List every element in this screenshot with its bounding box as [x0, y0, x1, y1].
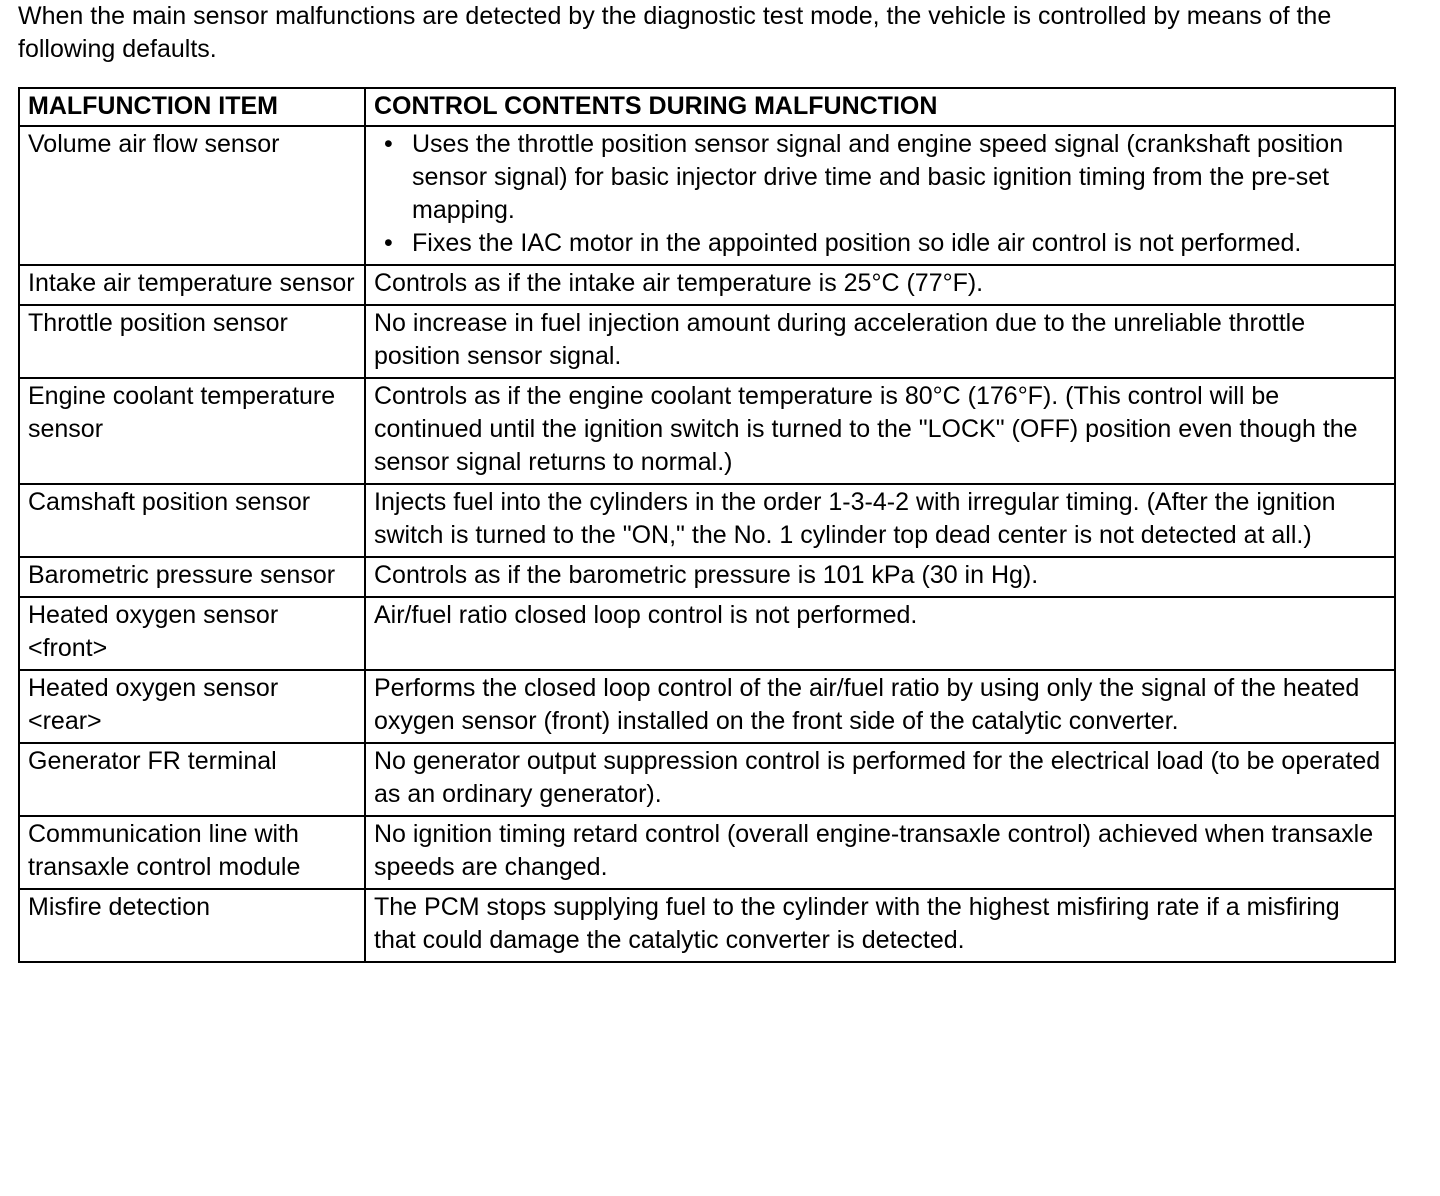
control-contents-cell: The PCM stops supplying fuel to the cylinder with the highest misfiring rate if a misfiring that could damage the catalytic converter is detected.: [365, 889, 1395, 962]
malfunction-item-cell: Throttle position sensor: [19, 305, 365, 378]
header-malfunction-item: MALFUNCTION ITEM: [19, 88, 365, 126]
control-contents-cell: Performs the closed loop control of the air/fuel ratio by using only the signal of the heated oxygen sensor (front) installed on the front side of the catalytic converter.: [365, 670, 1395, 743]
bullet-icon: •: [384, 130, 393, 158]
control-contents-cell: Air/fuel ratio closed loop control is not performed.: [365, 597, 1395, 670]
table-row: [19, 557, 1395, 597]
table-row: [19, 743, 1395, 816]
control-contents-cell: Injects fuel into the cylinders in the order 1-3-4-2 with irregular timing. (After the ignition switch is turned to the "ON," the No. 1 cylinder top dead center is not detected at all.): [365, 484, 1395, 557]
table-header-row: [19, 88, 1395, 126]
malfunction-item-cell: Engine coolant temperature sensor: [19, 378, 365, 484]
table-row: [19, 378, 1395, 484]
table-row: [19, 484, 1395, 557]
malfunction-item-cell: Camshaft position sensor: [19, 484, 365, 557]
table-row: [19, 670, 1395, 743]
table-row: [19, 126, 1395, 265]
malfunction-item-cell: Misfire detection: [19, 889, 365, 962]
list-item: [384, 128, 1388, 227]
malfunction-item-cell: Volume air flow sensor: [19, 126, 365, 265]
control-contents-cell: Controls as if the engine coolant temperature is 80°C (176°F). (This control will be continued until the ignition switch is turned to the "LOCK" (OFF) position even though the sensor signal returns to normal.): [365, 378, 1395, 484]
header-control-contents: CONTROL CONTENTS DURING MALFUNCTION: [365, 88, 1395, 126]
table-row: [19, 305, 1395, 378]
malfunction-item-cell: Generator FR terminal: [19, 743, 365, 816]
table-row: [19, 597, 1395, 670]
bullet-text: Uses the throttle position sensor signal and engine speed signal (crankshaft position sensor signal) for basic injector drive time and basic ignition timing from the pre-set mapping.: [412, 130, 1344, 224]
bullet-text: Fixes the IAC motor in the appointed position so idle air control is not performed.: [412, 229, 1302, 257]
table-row: [19, 816, 1395, 889]
control-contents-cell: Controls as if the intake air temperature is 25°C (77°F).: [365, 265, 1395, 305]
malfunction-item-cell: Communication line with transaxle control module: [19, 816, 365, 889]
control-contents-cell: No increase in fuel injection amount during acceleration due to the unreliable throttle position sensor signal.: [365, 305, 1395, 378]
table-row: [19, 265, 1395, 305]
control-contents-cell: No generator output suppression control is performed for the electrical load (to be operated as an ordinary generator).: [365, 743, 1395, 816]
control-contents-cell: Controls as if the barometric pressure is 101 kPa (30 in Hg).: [365, 557, 1395, 597]
control-contents-cell: No ignition timing retard control (overall engine-transaxle control) achieved when transaxle speeds are changed.: [365, 816, 1395, 889]
list-item: [384, 227, 1388, 260]
malfunction-item-cell: Heated oxygen sensor <front>: [19, 597, 365, 670]
malfunction-item-cell: Barometric pressure sensor: [19, 557, 365, 597]
malfunction-item-cell: Intake air temperature sensor: [19, 265, 365, 305]
control-bullet-list: [374, 128, 1388, 260]
bullet-icon: •: [384, 229, 393, 257]
table-row: [19, 889, 1395, 962]
malfunction-defaults-table: [18, 87, 1396, 963]
intro-paragraph: When the main sensor malfunctions are detected by the diagnostic test mode, the vehicle is controlled by means of the following defaults.: [18, 2, 1332, 63]
malfunction-item-cell: Heated oxygen sensor <rear>: [19, 670, 365, 743]
control-contents-cell: [365, 126, 1395, 265]
